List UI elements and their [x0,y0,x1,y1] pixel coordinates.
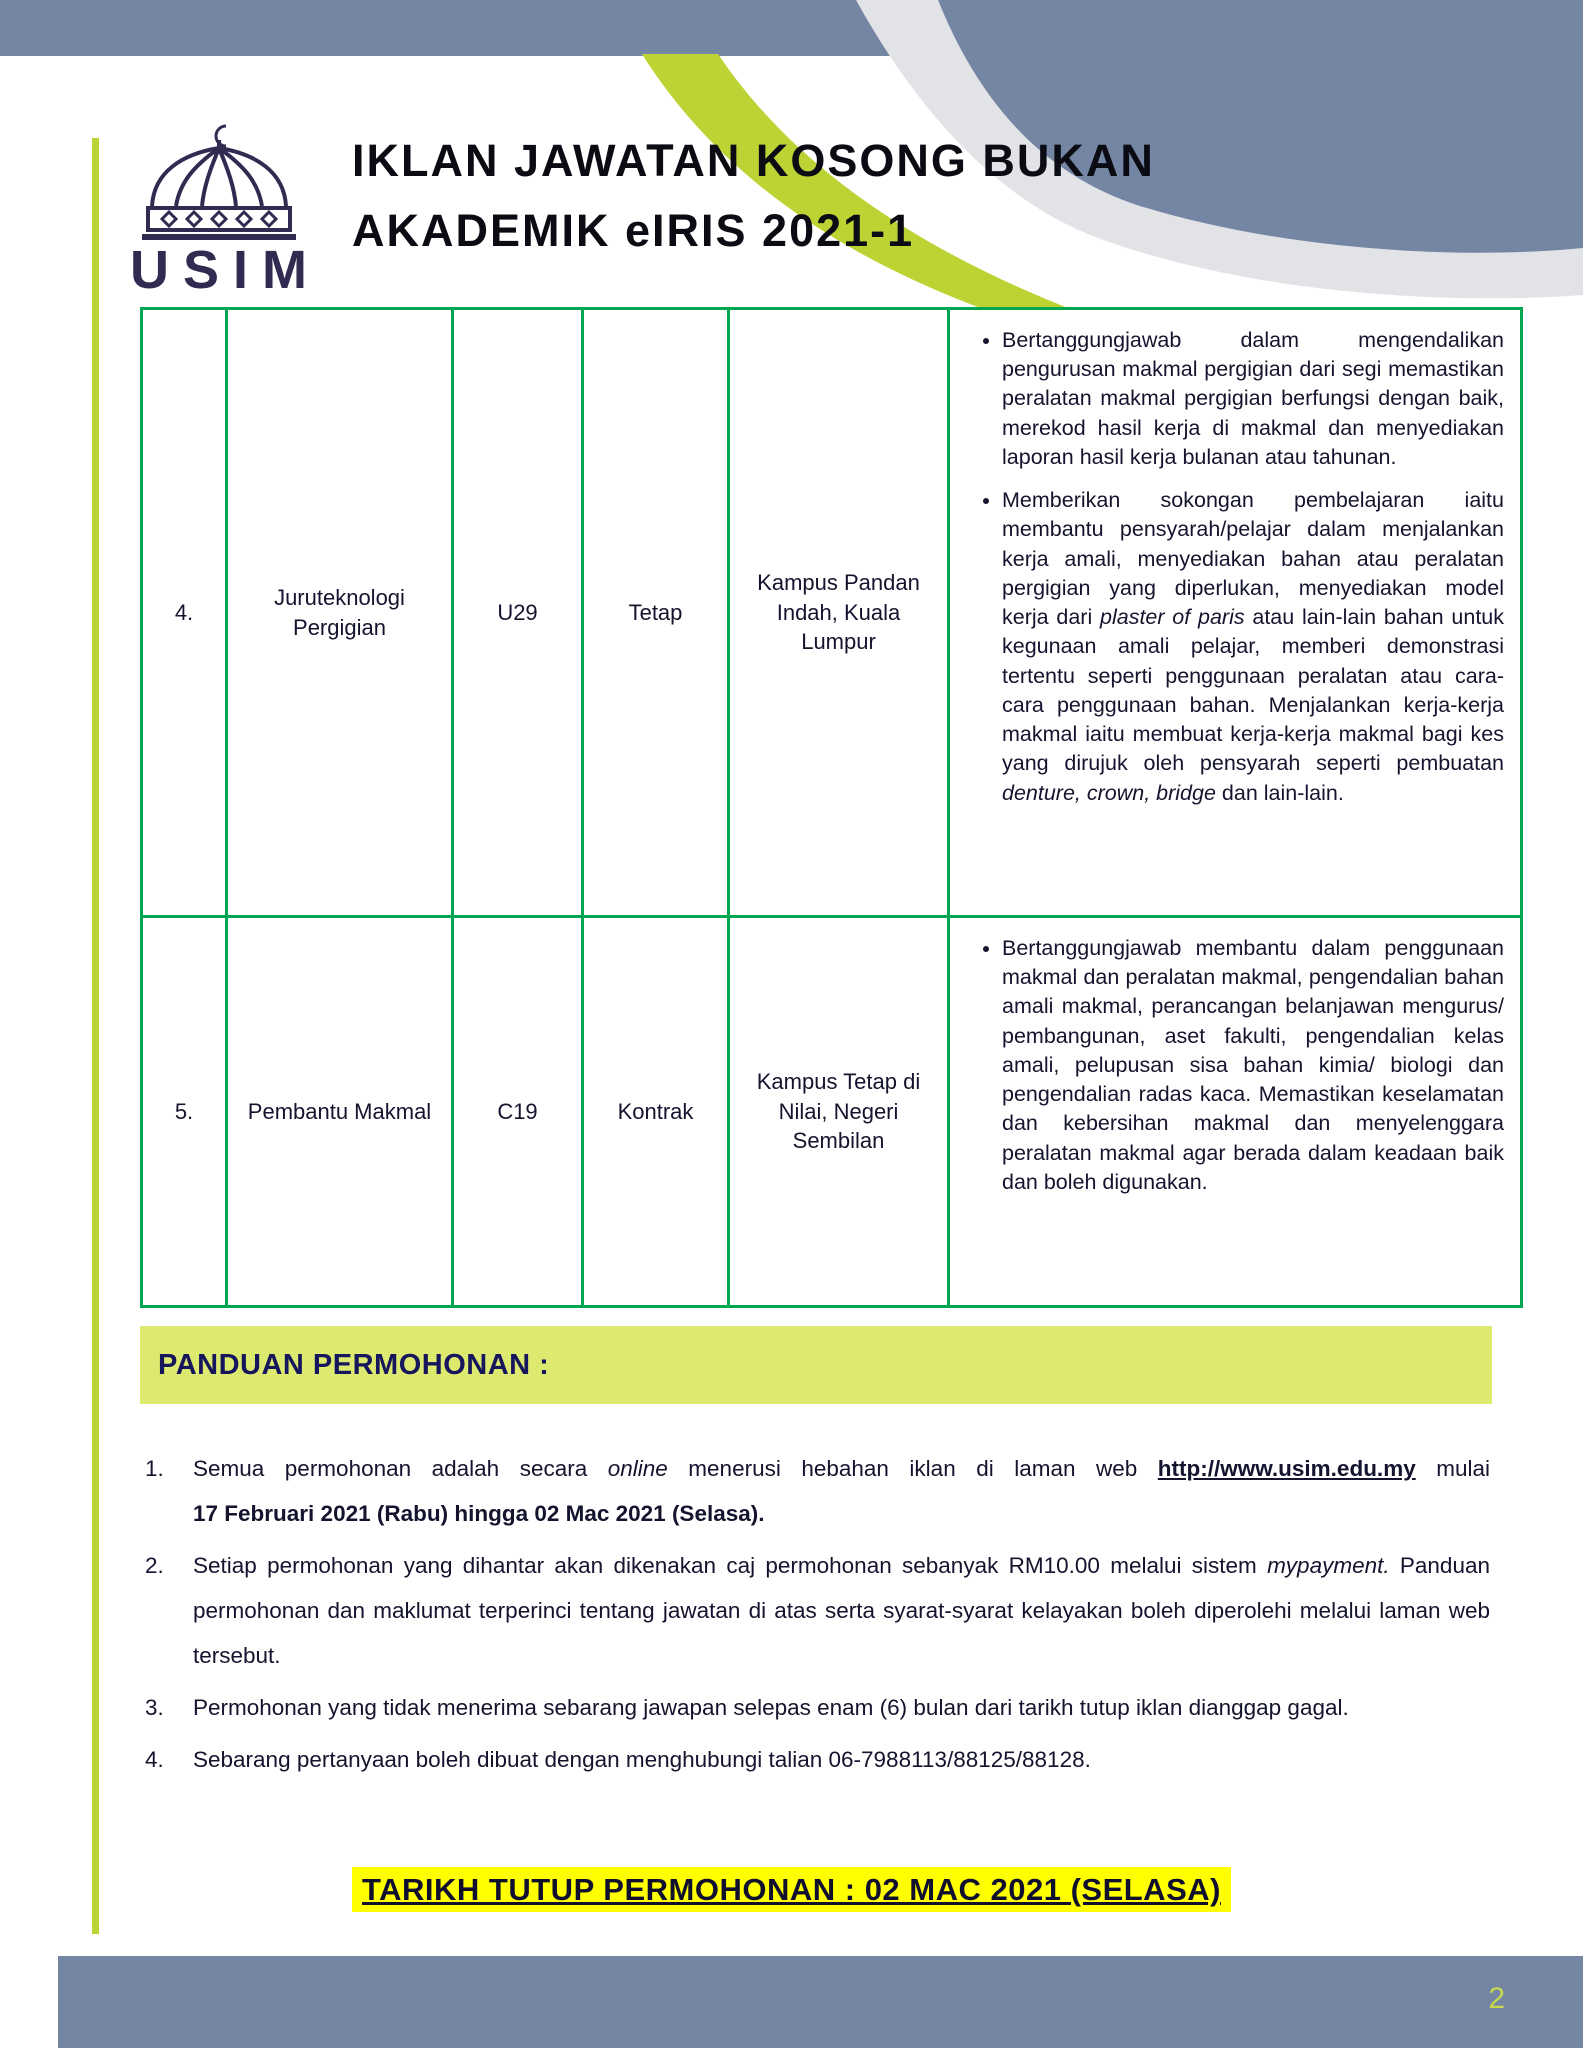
cell-no: 5. [142,917,227,1307]
page-number: 2 [1488,1982,1505,2015]
duty-item [1002,486,1504,808]
instruction-text [193,1685,1490,1730]
text-segment: Bertanggungjawab dalam mengendalikan pengurusan makmal pergigian dari segi memastikan peralatan makmal pergigian berfungsi dengan baik, merekod hasil kerja di makmal dan menyediakan laporan hasil kerja bulanan atau tahunan. [1002,328,1504,469]
text-segment: Memberikan sokongan pembelajaran iaitu membantu pensyarah/pelajar dalam menjalankan kerja amali, menyediakan bahan atau peralatan pergigian yang diperlukan, menyediakan model kerja dari [1002,488,1504,630]
panduan-heading-bar [140,1326,1492,1404]
usim-emblem-icon [124,120,314,242]
instruction-text [193,1543,1490,1678]
cell-duties [949,309,1522,917]
positions-table [140,307,1523,1308]
instruction-item [145,1543,1490,1678]
closing-date-line [0,1872,1583,1908]
cell-status: Kontrak [583,917,729,1307]
text-segment: Panduan permohonan dan maklumat terperinci tentang jawatan di atas serta syarat-syarat kelayakan boleh diperolehi melalui laman web tersebut. [193,1553,1490,1668]
instruction-number: 2. [145,1553,164,1578]
title-line-1: IKLAN JAWATAN KOSONG BUKAN [352,135,1155,186]
panduan-list [145,1446,1490,1789]
title-line-2: AKADEMIK eIRIS 2021-1 [352,204,915,256]
text-segment: Bertanggungjawab membantu dalam penggunaan makmal dan peralatan makmal, pengendalian bahan amali makmal, perancangan belanjawan mengurus/ pembangunan, aset fakulti, pengendalian kelas amali, pelupusan sisa bahan kimia/ biologi dan pengendalian radas kaca. Memastikan keselamatan dan kebersihan makmal dan menyelenggara peralatan makmal agar berada dalam keadaan baik dan boleh digunakan. [1002,936,1504,1194]
text-segment: plaster of paris [1100,605,1245,630]
duty-item [1002,326,1504,472]
text-segment: Permohonan yang tidak menerima sebarang jawapan selepas enam (6) bulan dari tarikh tutup iklan dianggap gagal. [193,1695,1349,1720]
duties-list [964,934,1504,1197]
usim-logo-text: USIM [130,240,321,300]
cell-location: Kampus Tetap di Nilai, Negeri Sembilan [729,917,949,1307]
text-segment: online [607,1456,668,1481]
instruction-item [145,1446,1490,1536]
instruction-item [145,1685,1490,1730]
left-accent-rule [92,138,99,1934]
text-segment: mypayment. [1267,1553,1390,1578]
text-segment: atau lain-lain bahan untuk kegunaan amali pelajar, memberi demonstrasi tertentu seperti penggunaan peralatan atau cara-cara penggunaan bahan. Menjalankan kerja-kerja makmal iaitu membuat kerja-kerja makmal bagi kes yang dirujuk oleh pensyarah seperti pembuatan [1002,605,1505,776]
text-segment: Setiap permohonan yang dihantar akan dikenakan caj permohonan sebanyak RM10.00 melalui sistem [193,1553,1268,1578]
duties-list [964,326,1504,808]
cell-location: Kampus Pandan Indah, Kuala Lumpur [729,309,949,917]
cell-no: 4. [142,309,227,917]
cell-duties [949,917,1522,1307]
cell-grade: C19 [453,917,583,1307]
instruction-item [145,1737,1490,1782]
usim-logo [116,120,321,299]
text-segment: 17 Februari 2021 (Rabu) hingga 02 Mac 2021 (Selasa). [193,1501,765,1526]
instruction-number: 4. [145,1747,164,1772]
instruction-text [193,1446,1490,1536]
text-segment: Sebarang pertanyaan boleh dibuat dengan menghubungi talian 06-7988113/88125/88128. [193,1747,1091,1772]
text-segment: denture, crown, bridge [1002,780,1216,805]
text-segment: menerusi hebahan iklan di laman web [667,1456,1158,1481]
instruction-number: 3. [145,1695,164,1720]
duty-item [1002,934,1504,1197]
text-segment: dan lain-lain. [1215,780,1344,805]
text-segment: mulai [1415,1456,1490,1481]
panduan-heading: PANDUAN PERMOHONAN : [158,1348,550,1381]
cell-position: Juruteknologi Pergigian [227,309,453,917]
table-row-5 [142,917,1522,1307]
closing-date-text: TARIKH TUTUP PERMOHONAN : 02 MAC 2021 (SELASA) [352,1867,1231,1912]
table-row-4 [142,309,1522,917]
footer-bar [58,1956,1583,2048]
cell-position: Pembantu Makmal [227,917,453,1307]
cell-grade: U29 [453,309,583,917]
page-title [352,126,1155,266]
instruction-text [193,1737,1490,1782]
instruction-number: 1. [145,1456,164,1481]
text-segment: Semua permohonan adalah secara [193,1456,608,1481]
usim-website-link[interactable]: http://www.usim.edu.my [1157,1456,1416,1481]
cell-status: Tetap [583,309,729,917]
